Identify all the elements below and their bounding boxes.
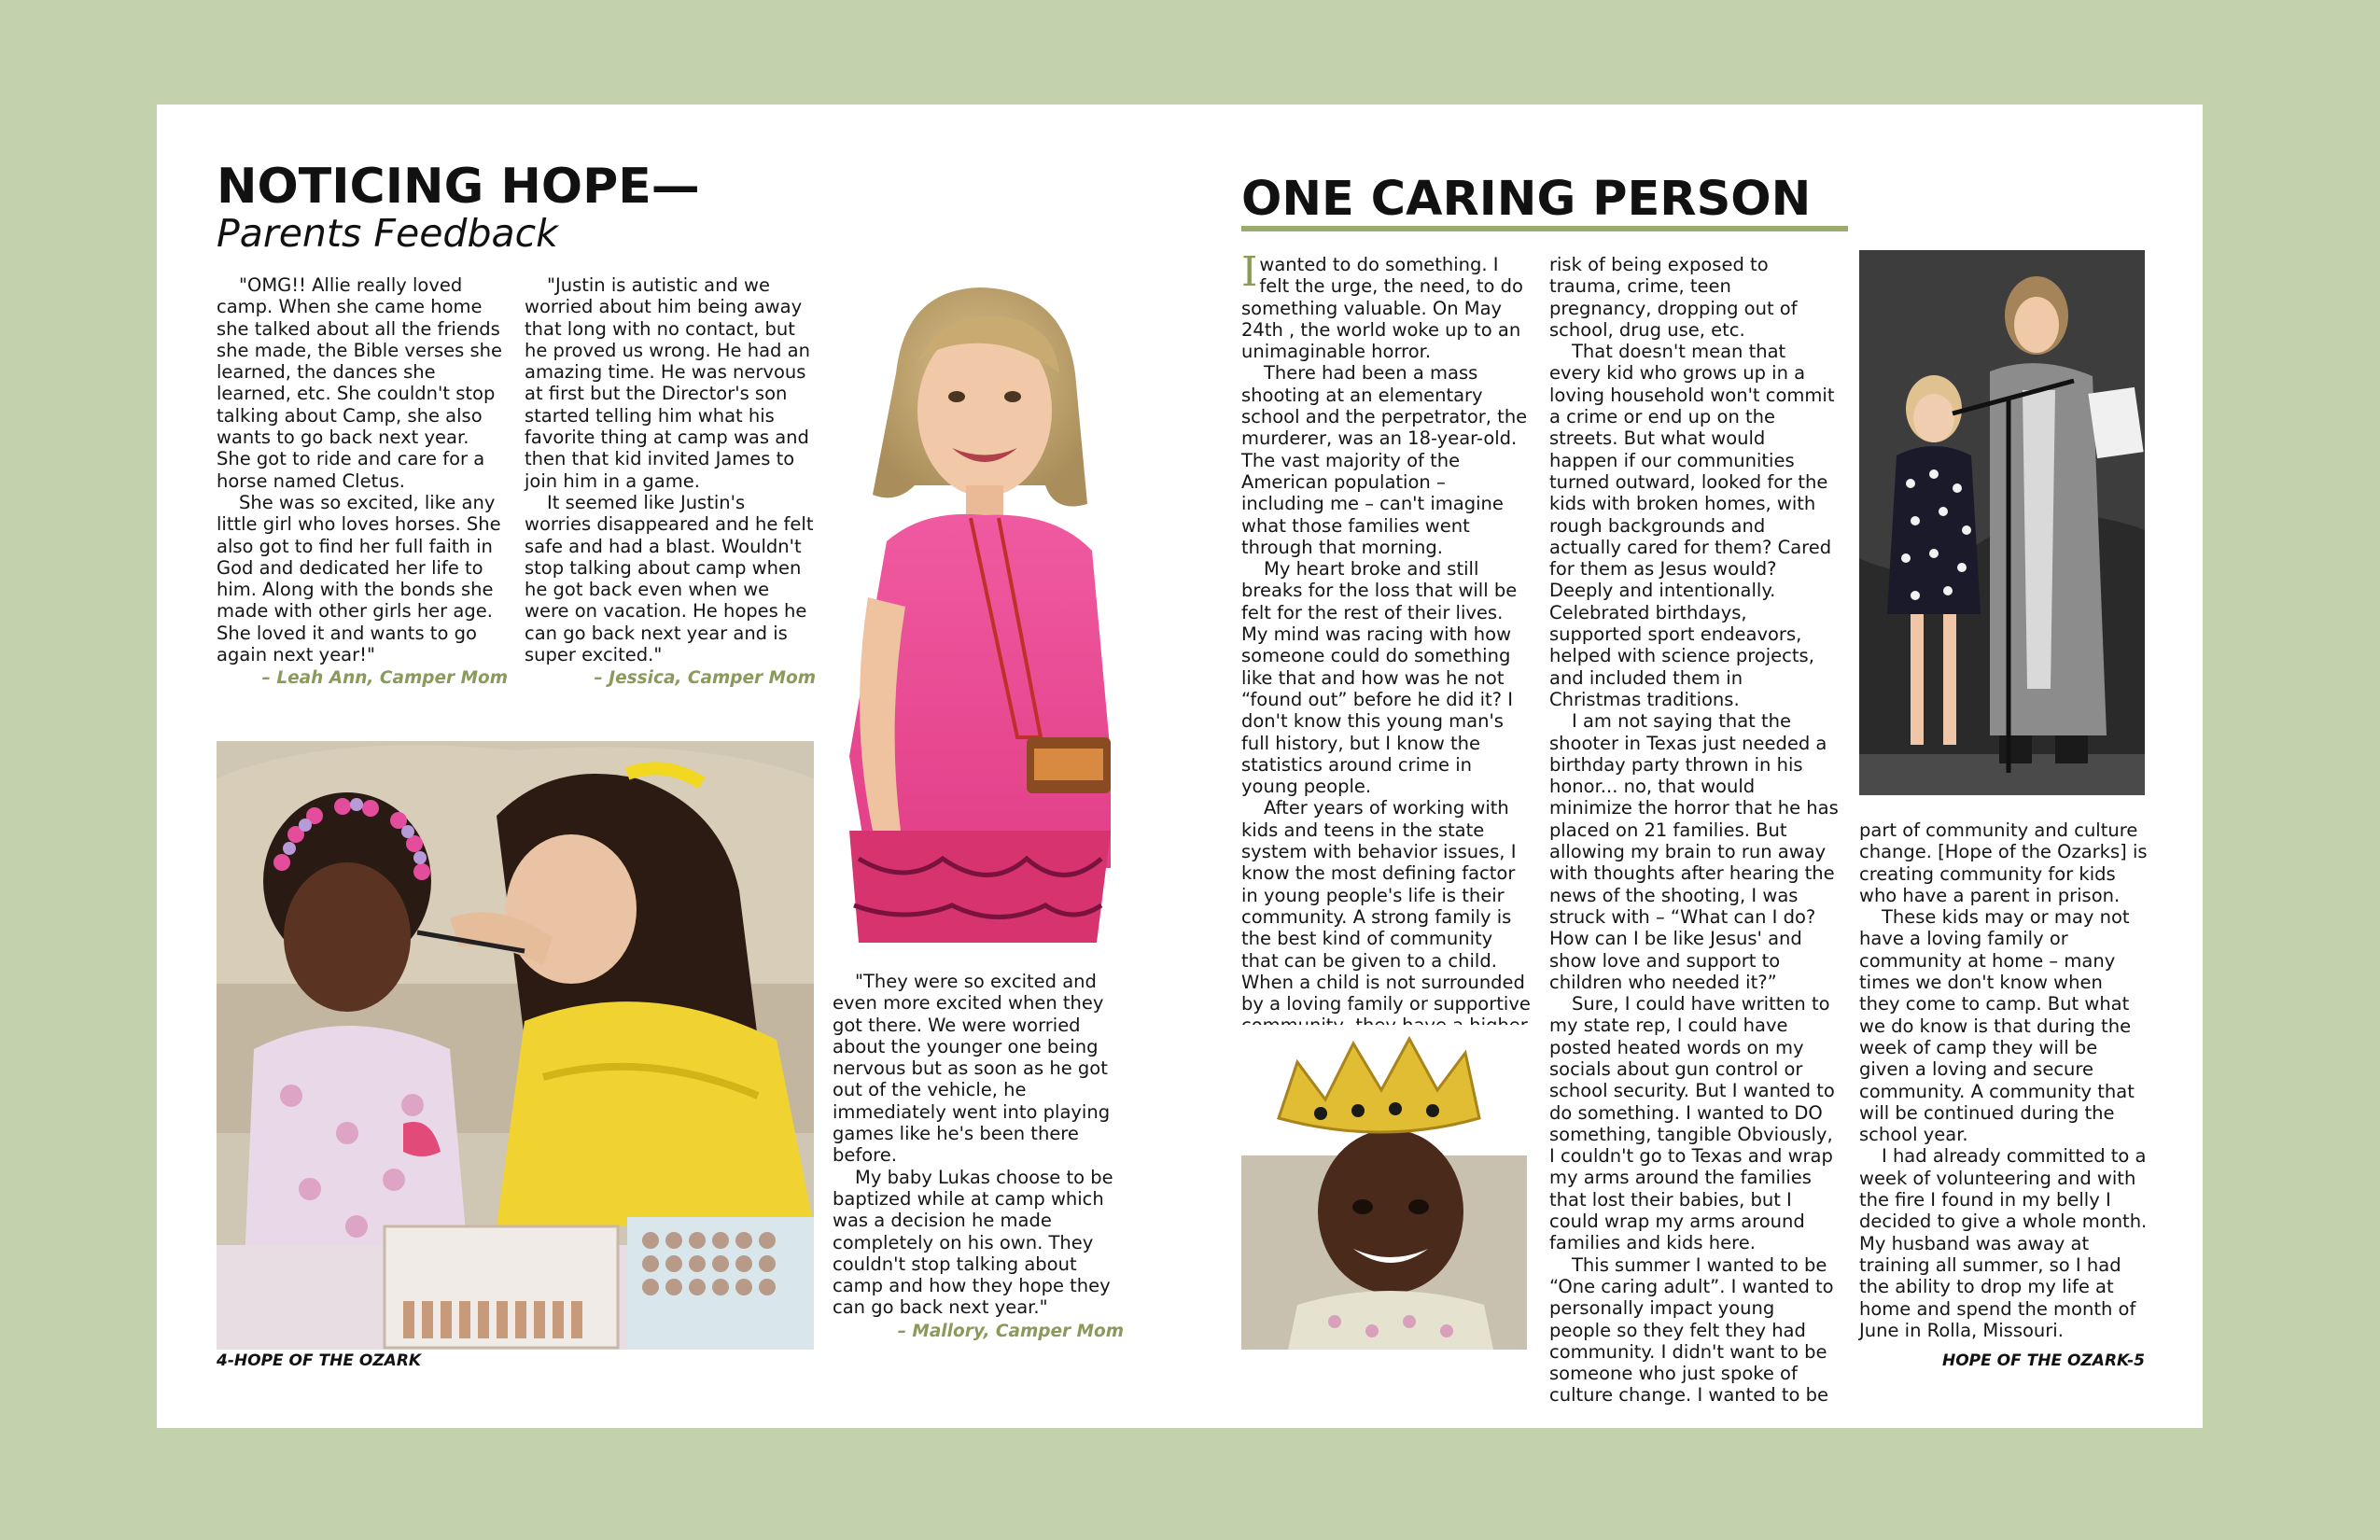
attribution: – Mallory, Camper Mom: [897, 1321, 1124, 1341]
paragraph: I had already committed to a week of volunteering and with the fire I found in my belly I decided to give a whole month. My husband was away at training all summer, so I had the ability to drop my life at home and spend the month of June in Rolla, Missouri.: [1859, 1145, 2148, 1341]
left-page-header: [217, 161, 702, 254]
paragraph: I am not saying that the shooter in Texas just needed a birthday party thrown in his honor... no, that would minimize the horror that he has placed on 21 families. But allowing my brain to run away with thoughts after hearing the news of the shooting, I was struck with – “What can I do? How can I be like Jesus' and show love and support to children who needed it?”: [1549, 710, 1839, 993]
paragraph: After years of working with kids and teens in the state system with behavior issues, I know the most defining factor in young people's life is their community. A strong family is the best kind of community that can be given to a child. When a child is not surrounded by a loving family or supportive: [1241, 797, 1531, 1015]
paragraph: "OMG!! Allie really loved camp. When she came home she talked about all the friends she made, the Bible verses she learned, the dances she learned, etc. She couldn't stop talking about Camp, she also wants to go back next year. She got to ride and care for a horse named Cletus.: [217, 274, 503, 492]
paragraph: My baby Lukas choose to be baptized while at camp which was a decision he made completely on his own. They couldn't stop talking about camp and how they hope they can go back next year.": [833, 1166, 1113, 1319]
paragraph: [1241, 248, 1531, 363]
paragraph: risk of being exposed to trauma, crime, teen pregnancy, dropping out of school, drug use, etc.: [1549, 254, 1798, 341]
paragraph: part of community and culture change. [Hope of the Ozarks] is creating community for kids who have a parent in prison.: [1859, 819, 2148, 906]
article-column-2: [1549, 254, 1839, 1407]
attribution: – Jessica, Camper Mom: [594, 668, 816, 689]
photo-child-with-crown: [1241, 1025, 1527, 1350]
article-column-1: [1241, 248, 1531, 1037]
drop-cap: I: [1241, 248, 1258, 296]
paragraph: These kids may or may not have a loving family or community at home – many times we don't know when they come to camp. But what we do know is that during the week of camp they will be given a loving and secure community. A community that will be continued during the school year.: [1859, 906, 2135, 1146]
photo-face-painting: [217, 741, 814, 1350]
attribution: – Leah Ann, Camper Mom: [261, 668, 508, 689]
right-page-header: [1241, 174, 1848, 231]
paragraph: It seemed like Justin's worries disappeared and he felt safe and had a blast. Wouldn't stop talking about camp when he got back even when we were on vacation. He hopes he can go back next year and is super excited.": [525, 491, 814, 666]
paragraph: Sure, I could have written to my state rep, I could have posted heated words on my socials about gun control or school security. But I wanted to do something. I wanted to DO something, tangible Obviously, I couldn't go to Texas and wrap my arms around the families that lost their babies, but I could wrap my arms around families and kids here.: [1549, 993, 1835, 1254]
page-subtitle: Parents Feedback: [217, 211, 558, 256]
paragraph-text: wanted to do something. I felt the urge, the need, to do something valuable. On May 24th , the world woke up to an unimaginable horror.: [1241, 254, 1523, 363]
paragraph: She was so excited, like any little girl who loves horses. She also got to find her full faith in God and dedicated her life to him. Along with the bonds she made with other girls her age. She loved it and wants to go again next year!": [217, 491, 501, 666]
paragraph: "Justin is autistic and we worried about him being away that long with no contact, but he proved us wrong. He had an amazing time. He was nervous at first but the Director's son started telling him what his favorite thing at camp was and then that kid invited James to join him in a game.: [525, 274, 810, 492]
photo-girl-pink-shirt-image: [831, 271, 1122, 943]
paragraph: That doesn't mean that every kid who grows up in a loving household won't commit a crime or end up on the streets. But what would happen if our communities turned outward, looked for the kids with broken homes, with rough backgrounds and actually cared for them? Cared for them as Jesus would? Deeply and intentionally. Celebrated birthdays, supported sport endeavors, helped with science projects, and included them in Christmas traditions.: [1549, 341, 1835, 710]
testimonial-column-2: [525, 274, 816, 690]
article-column-3: [1859, 819, 2149, 1341]
paragraph: This summer I wanted to be “One caring adult”. I wanted to personally impact young people so they felt they had community. I didn't want to be someone who just spoke of culture change. I wanted to be: [1549, 1253, 1834, 1407]
photo-face-painting-image: [217, 741, 814, 1350]
page-title: NOTICING HOPE—: [217, 159, 700, 215]
magazine-spread: [157, 105, 2203, 1428]
page-footer-left: 4-HOPE OF THE OZARK: [217, 1351, 422, 1370]
page-footer-right: HOPE OF THE OZARK-5: [1942, 1351, 2145, 1370]
testimonial-column-3: [833, 971, 1124, 1342]
paragraph: My heart broke and still breaks for the loss that will be felt for the rest of their lives. My mind was racing with how someone could do something like that and how was he not “found out” before he did it? I don't know this young man's full history, but I know the statistics around crime in young people.: [1241, 558, 1518, 798]
article-title: ONE CARING PERSON: [1241, 174, 1848, 231]
photo-child-with-crown-image: [1241, 1025, 1527, 1350]
photo-girl-pink-shirt: [831, 271, 1122, 943]
paragraph: There had been a mass shooting at an elementary school and the perpetrator, the murderer, was an 18-year-old. The vast majority of the American population – including me – can't imagine what those families went through that morning.: [1241, 362, 1528, 558]
photo-kids-singing-on-stage-image: [1859, 250, 2145, 795]
testimonial-column-1: [217, 274, 508, 690]
photo-kids-singing-on-stage: [1859, 250, 2145, 795]
paragraph: "They were so excited and even more excited when they got there. We were worried about the younger one being nervous but as soon as he got out of the vehicle, he immediately went into playing games like he's been there before.: [833, 971, 1111, 1167]
